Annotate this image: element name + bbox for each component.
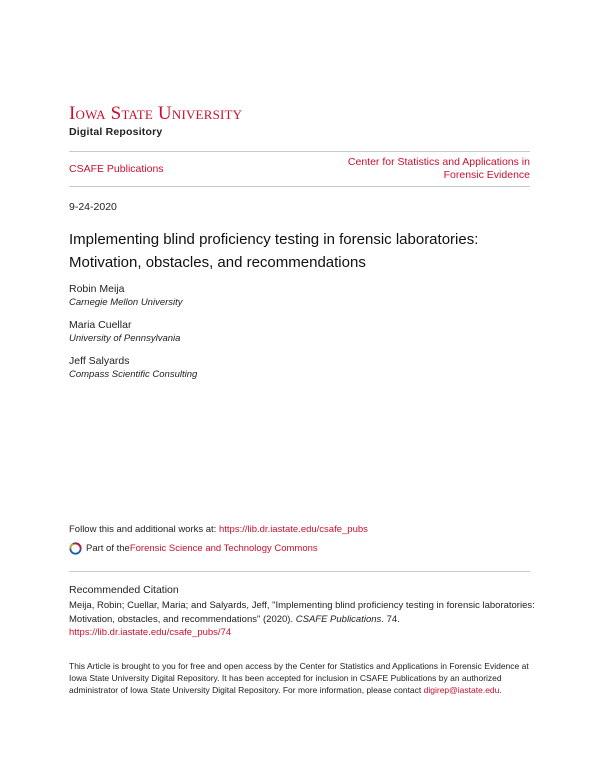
citation-url-link[interactable]: https://lib.dr.iastate.edu/csafe_pubs/74 [69, 627, 232, 638]
csafe-publications-link[interactable]: CSAFE Publications [69, 163, 164, 175]
author-name: Robin Meija [69, 283, 125, 295]
notice-end: . [499, 685, 502, 695]
citation-heading: Recommended Citation [69, 584, 179, 596]
part-of-line [69, 542, 318, 555]
top-divider [69, 151, 530, 152]
author-affiliation: Carnegie Mellon University [69, 297, 183, 308]
author-block [69, 283, 183, 309]
center-line-2: Forensic Evidence [443, 168, 530, 181]
repository-name: Digital Repository [69, 126, 163, 138]
citation-series: CSAFE Publications [295, 613, 382, 625]
university-name: Iowa State University [69, 103, 243, 124]
access-notice [69, 660, 531, 696]
publication-date: 9-24-2020 [69, 201, 117, 213]
center-line-1: Center for Statistics and Applications in [347, 156, 530, 168]
contact-email-link[interactable]: digirep@iastate.edu [423, 685, 500, 695]
repository-url-link[interactable]: https://lib.dr.iastate.edu/csafe_pubs [218, 524, 368, 535]
author-name: Maria Cuellar [69, 319, 132, 331]
author-block [69, 319, 180, 345]
follow-line [69, 524, 368, 535]
citation-divider [69, 571, 530, 572]
iowa-state-logo[interactable] [69, 104, 309, 138]
follow-prefix: Follow this and additional works at: [69, 524, 219, 535]
forensic-commons-link[interactable]: Forensic Science and Technology Commons [129, 543, 318, 554]
network-icon [69, 542, 82, 555]
citation-number: . 74. [381, 613, 400, 625]
part-of-prefix: Part of the [86, 543, 130, 554]
author-affiliation: University of Pennsylvania [69, 333, 181, 344]
header-bottom-divider [69, 186, 530, 187]
author-name: Jeff Salyards [69, 355, 130, 367]
author-block [69, 355, 197, 381]
author-affiliation: Compass Scientific Consulting [69, 369, 198, 380]
citation-text [69, 599, 539, 640]
center-link[interactable] [300, 156, 530, 181]
paper-title: Implementing blind proficiency testing in forensic laboratories: Motivation, obstacles, and recommendations [69, 231, 479, 271]
notice-text: This Article is brought to you for free and open access by the Center for Statistics and Applications in Forensic Evidence at Iowa State University Digital Repository. It has been accepted for inclusion in CSAFE Publications by an authorized administrator of Iowa State University Digital Repository. For more information, please contact [69, 661, 529, 695]
citation-main: Meija, Robin; Cuellar, Maria; and Salyards, Jeff, "Implementing blind proficiency testing in forensic laboratories: Motivation, obstacles, and recommendations" (2020). [69, 600, 535, 625]
